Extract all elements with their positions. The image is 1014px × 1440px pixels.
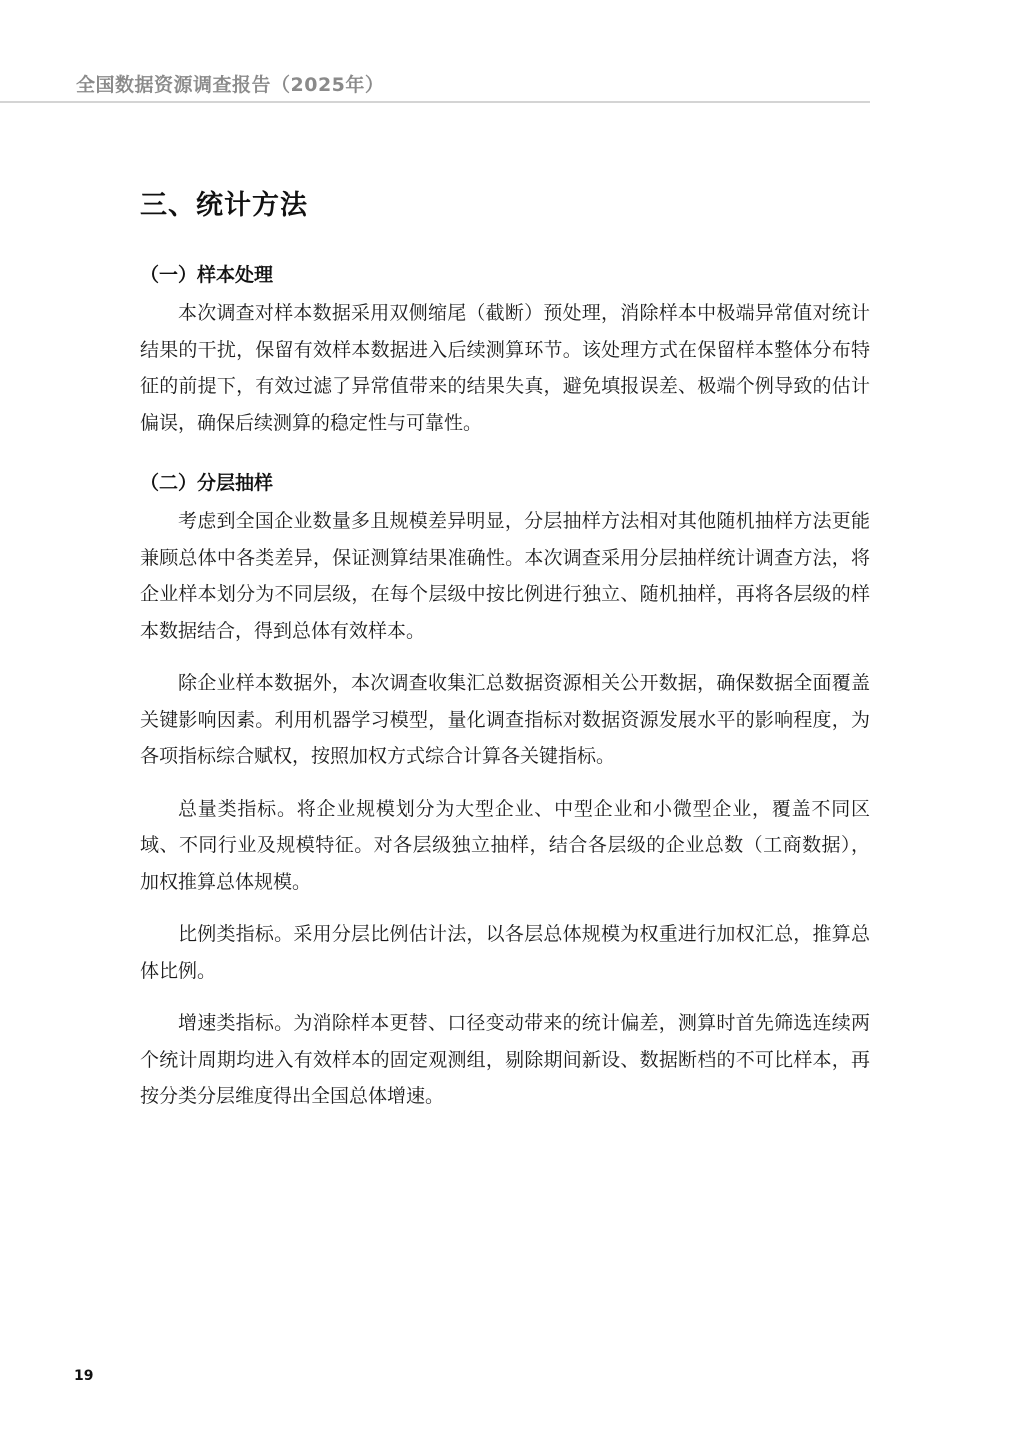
running-header-title: 全国数据资源调查报告（2025年） <box>76 74 385 96</box>
subsection-heading: （二）分层抽样 <box>140 472 274 494</box>
body-paragraph: 比例类指标。采用分层比例估计法，以各层总体规模为权重进行加权汇总，推算总体比例。 <box>140 923 870 982</box>
body-paragraph: 增速类指标。为消除样本更替、口径变动带来的统计偏差，测算时首先筛选连续两个统计周期均进入有效样本的固定观测组，剔除期间新设、数据断档的不可比样本，再按分类分层维度得出全国总体增速。 <box>140 1012 870 1107</box>
subsection-heading: （一）样本处理 <box>140 264 274 286</box>
body-paragraph: 总量类指标。将企业规模划分为大型企业、中型企业和小微型企业，覆盖不同区域、不同行业及规模特征。对各层级独立抽样，结合各层级的企业总数（工商数据），加权推算总体规模。 <box>140 797 870 893</box>
body-paragraph: 本次调查对样本数据采用双侧缩尾（截断）预处理，消除样本中极端异常值对统计结果的干扰，保留有效样本数据进入后续测算环节。该处理方式在保留样本整体分布特征的前提下，有效过滤了异常值带来的结果失真，避免填报误差、极端个例导致的估计偏误，确保后续测算的稳定性与可靠性。 <box>140 302 870 434</box>
section-title: 三、统计方法 <box>140 190 308 221</box>
body-paragraph: 除企业样本数据外，本次调查收集汇总数据资源相关公开数据，确保数据全面覆盖关键影响因素。利用机器学习模型，量化调查指标对数据资源发展水平的影响程度，为各项指标综合赋权，按照加权方式综合计算各关键指标。 <box>140 672 870 767</box>
page-content <box>140 183 870 1115</box>
subsection-stratified-sampling <box>140 469 870 1115</box>
page-number: 19 <box>74 1368 94 1384</box>
header-divider <box>0 101 870 103</box>
body-paragraph: 考虑到全国企业数量多且规模差异明显，分层抽样方法相对其他随机抽样方法更能兼顾总体中各类差异，保证测算结果准确性。本次调查采用分层抽样统计调查方法，将企业样本划分为不同层级，在每个层级中按比例进行独立、随机抽样，再将各层级的样本数据结合，得到总体有效样本。 <box>140 510 870 642</box>
subsection-sample-processing <box>140 261 870 441</box>
